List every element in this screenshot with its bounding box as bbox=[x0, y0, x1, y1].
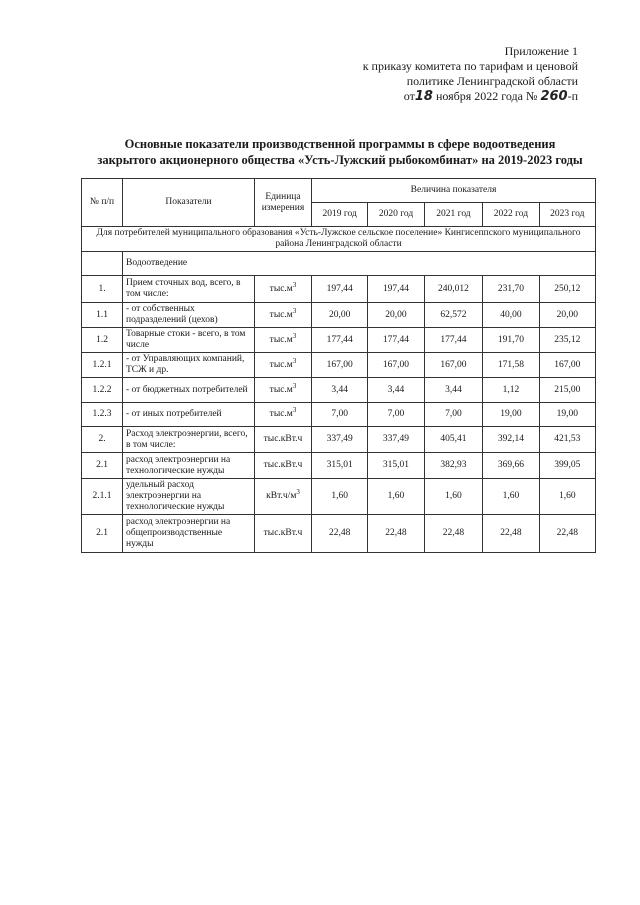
row-value: 177,44 bbox=[424, 328, 483, 353]
row-value: 1,60 bbox=[424, 479, 483, 515]
row-value: 40,00 bbox=[483, 303, 539, 328]
annex-date-line bbox=[363, 89, 578, 104]
table-row bbox=[82, 427, 596, 453]
row-value: 1,60 bbox=[539, 479, 595, 515]
row-unit-text: тыс.кВт.ч bbox=[263, 434, 303, 444]
row-num: 2. bbox=[82, 427, 123, 453]
row-value: 177,44 bbox=[368, 328, 424, 353]
row-value: 62,572 bbox=[424, 303, 483, 328]
row-value: 197,44 bbox=[312, 276, 368, 303]
annex-suffix: -п bbox=[567, 89, 578, 103]
row-value: 167,00 bbox=[312, 353, 368, 378]
table-row bbox=[82, 353, 596, 378]
row-unit-text: тыс.м bbox=[269, 309, 293, 320]
row-unit-sup: 3 bbox=[292, 331, 297, 340]
row-unit-text: тыс.кВт.ч bbox=[263, 460, 303, 470]
row-num: 2.1.1 bbox=[82, 479, 123, 515]
row-value: 171,58 bbox=[483, 353, 539, 378]
row-value: 7,00 bbox=[312, 403, 368, 427]
annex-number: 260 bbox=[540, 89, 568, 104]
row-value: 20,00 bbox=[368, 303, 424, 328]
header-unit: Единица измерения bbox=[255, 179, 312, 227]
row-value: 1,60 bbox=[368, 479, 424, 515]
row-num: 2.1 bbox=[82, 453, 123, 479]
row-value: 22,48 bbox=[424, 515, 483, 553]
table-row bbox=[82, 403, 596, 427]
row-value: 191,70 bbox=[483, 328, 539, 353]
row-num: 1.2 bbox=[82, 328, 123, 353]
row-unit bbox=[255, 303, 312, 328]
row-indicator: - от собственных подразделений (цехов) bbox=[123, 303, 255, 328]
row-indicator: - от иных потребителей bbox=[123, 403, 255, 427]
row-unit bbox=[255, 378, 312, 403]
header-year: 2023 год bbox=[539, 203, 595, 227]
row-num: 1.2.3 bbox=[82, 403, 123, 427]
row-value: 22,48 bbox=[312, 515, 368, 553]
header-num: № п/п bbox=[82, 179, 123, 227]
row-value: 22,48 bbox=[368, 515, 424, 553]
row-value: 22,48 bbox=[483, 515, 539, 553]
row-unit bbox=[255, 515, 312, 553]
row-unit-text: тыс.м bbox=[269, 384, 293, 395]
table-row bbox=[82, 328, 596, 353]
annex-committee: политике Ленинградской области bbox=[406, 74, 578, 88]
row-value: 167,00 bbox=[368, 353, 424, 378]
row-value: 197,44 bbox=[368, 276, 424, 303]
consumer-group-row bbox=[82, 227, 596, 252]
row-indicator: расход электроэнергии на технологические нужды bbox=[123, 453, 255, 479]
row-unit-text: кВт.ч/м bbox=[266, 491, 297, 501]
row-num: 1.1 bbox=[82, 303, 123, 328]
row-num: 1.2.1 bbox=[82, 353, 123, 378]
section-title: Водоотведение bbox=[123, 252, 596, 276]
row-value: 7,00 bbox=[368, 403, 424, 427]
row-value: 7,00 bbox=[424, 403, 483, 427]
row-value: 177,44 bbox=[312, 328, 368, 353]
row-unit bbox=[255, 353, 312, 378]
row-indicator: Прием сточных вод, всего, в том числе: bbox=[123, 276, 255, 303]
row-value: 315,01 bbox=[312, 453, 368, 479]
table-row bbox=[82, 276, 596, 303]
annex-day: 18 bbox=[414, 89, 433, 104]
row-unit-text: тыс.м bbox=[269, 283, 293, 294]
row-value: 215,00 bbox=[539, 378, 595, 403]
row-value: 1,12 bbox=[483, 378, 539, 403]
row-value: 20,00 bbox=[312, 303, 368, 328]
row-value: 167,00 bbox=[539, 353, 595, 378]
table-row bbox=[82, 453, 596, 479]
row-unit-sup: 3 bbox=[292, 405, 297, 414]
row-value: 167,00 bbox=[424, 353, 483, 378]
row-unit-text: тыс.м bbox=[269, 359, 293, 370]
row-indicator: удельный расход электроэнергии на технологические нужды bbox=[123, 479, 255, 515]
row-unit bbox=[255, 427, 312, 453]
row-value: 405,41 bbox=[424, 427, 483, 453]
row-value: 22,48 bbox=[539, 515, 595, 553]
row-value: 19,00 bbox=[539, 403, 595, 427]
row-unit-sup: 3 bbox=[292, 356, 297, 365]
consumer-group: Для потребителей муниципального образования «Усть-Лужское сельское поселение» Кингисеппского муниципального района Ленинградской области bbox=[82, 227, 596, 252]
document-title bbox=[90, 136, 590, 168]
row-indicator: Расход электроэнергии, всего, в том числе: bbox=[123, 427, 255, 453]
row-value: 250,12 bbox=[539, 276, 595, 303]
row-value: 369,66 bbox=[483, 453, 539, 479]
row-value: 19,00 bbox=[483, 403, 539, 427]
row-unit bbox=[255, 453, 312, 479]
annex-block bbox=[363, 44, 578, 104]
row-unit-sup: 3 bbox=[292, 381, 297, 390]
row-value: 235,12 bbox=[539, 328, 595, 353]
row-unit-sup: 3 bbox=[296, 487, 300, 496]
header-year: 2019 год bbox=[312, 203, 368, 227]
row-value: 392,14 bbox=[483, 427, 539, 453]
row-unit-text: тыс.м bbox=[269, 334, 293, 345]
row-value: 1,60 bbox=[483, 479, 539, 515]
row-value: 421,53 bbox=[539, 427, 595, 453]
row-unit bbox=[255, 328, 312, 353]
row-num: 1.2.2 bbox=[82, 378, 123, 403]
header-indicator: Показатели bbox=[123, 179, 255, 227]
row-num: 2.1 bbox=[82, 515, 123, 553]
row-unit-sup: 3 bbox=[292, 306, 297, 315]
row-unit bbox=[255, 276, 312, 303]
annex-title: Приложение 1 bbox=[504, 44, 578, 58]
row-unit-text: тыс.кВт.ч bbox=[263, 528, 303, 538]
title-line-2: закрытого акционерного общества «Усть-Лужский рыбокомбинат» на 2019-2023 годы bbox=[97, 153, 583, 167]
header-year: 2021 год bbox=[424, 203, 483, 227]
row-unit-sup: 3 bbox=[292, 280, 297, 289]
table-row bbox=[82, 378, 596, 403]
row-value: 3,44 bbox=[368, 378, 424, 403]
row-unit-text: тыс.м bbox=[269, 409, 293, 419]
row-indicator: - от Управляющих компаний, ТСЖ и др. bbox=[123, 353, 255, 378]
row-value: 3,44 bbox=[424, 378, 483, 403]
row-indicator: - от бюджетных потребителей bbox=[123, 378, 255, 403]
section-num-empty bbox=[82, 252, 123, 276]
table-row bbox=[82, 515, 596, 553]
row-value: 240,012 bbox=[424, 276, 483, 303]
title-line-1: Основные показатели производственной программы в сфере водоотведения bbox=[124, 137, 556, 151]
row-value: 337,49 bbox=[312, 427, 368, 453]
annex-date-middle: ноября 2022 года № bbox=[435, 89, 538, 103]
row-indicator: расход электроэнергии на общепроизводственные нужды bbox=[123, 515, 255, 553]
row-num: 1. bbox=[82, 276, 123, 303]
header-year: 2020 год bbox=[368, 203, 424, 227]
row-unit bbox=[255, 403, 312, 427]
row-indicator: Товарные стоки - всего, в том числе bbox=[123, 328, 255, 353]
row-value: 20,00 bbox=[539, 303, 595, 328]
header-row-1 bbox=[82, 179, 596, 203]
row-unit bbox=[255, 479, 312, 515]
row-value: 399,05 bbox=[539, 453, 595, 479]
indicators-table bbox=[81, 178, 596, 553]
annex-date-prefix: от bbox=[403, 89, 415, 103]
row-value: 337,49 bbox=[368, 427, 424, 453]
row-value: 315,01 bbox=[368, 453, 424, 479]
table-row bbox=[82, 479, 596, 515]
section-row bbox=[82, 252, 596, 276]
header-year: 2022 год bbox=[483, 203, 539, 227]
table-row bbox=[82, 303, 596, 328]
annex-order-ref: к приказу комитета по тарифам и ценовой bbox=[362, 59, 578, 73]
row-value: 231,70 bbox=[483, 276, 539, 303]
row-value: 1,60 bbox=[312, 479, 368, 515]
header-value-group: Величина показателя bbox=[312, 179, 596, 203]
row-value: 3,44 bbox=[312, 378, 368, 403]
row-value: 382,93 bbox=[424, 453, 483, 479]
